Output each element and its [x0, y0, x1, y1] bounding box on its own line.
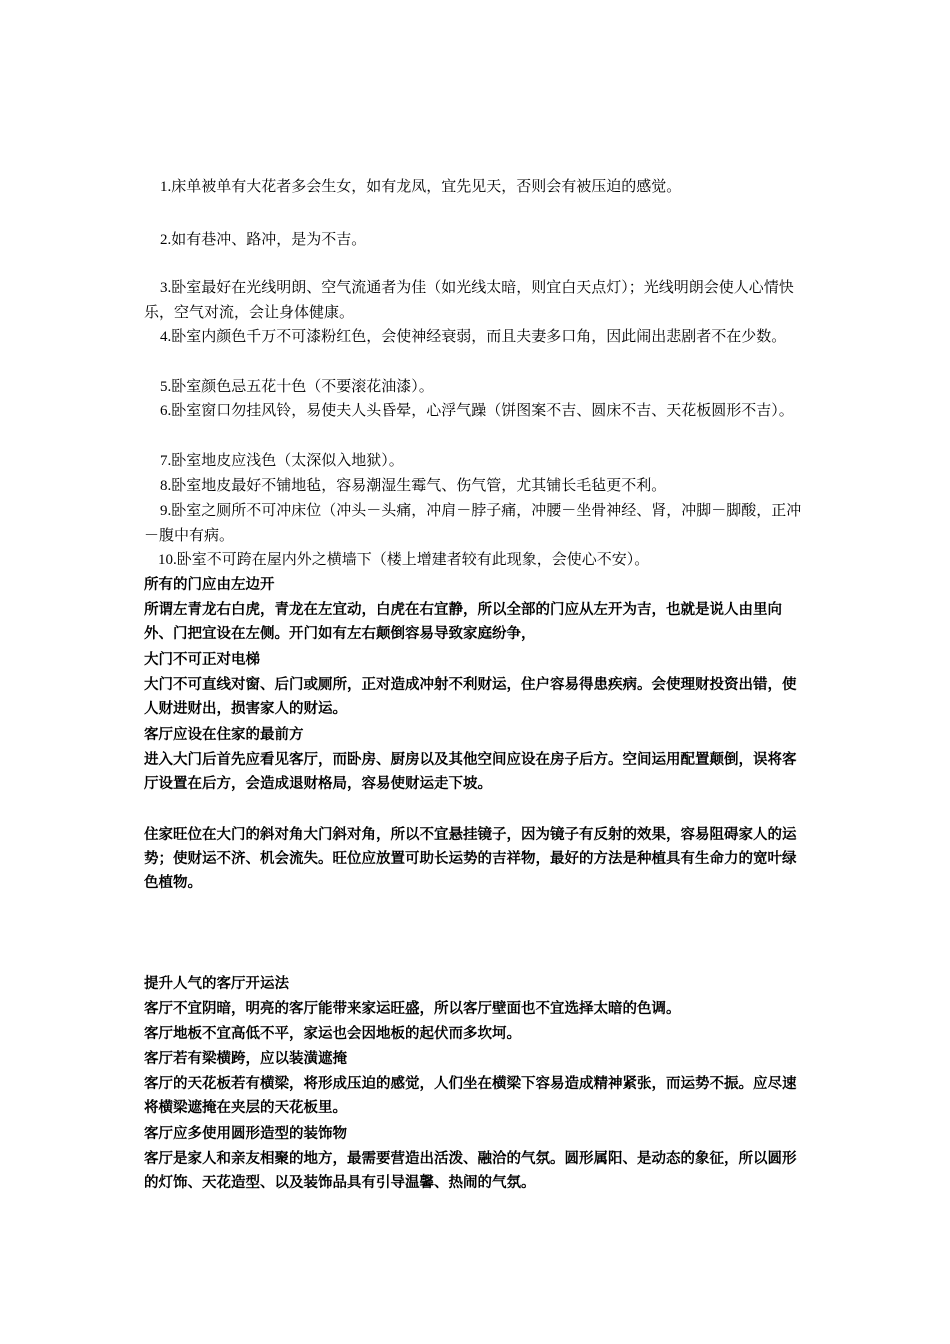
list-item-9: 9.卧室之厕所不可冲床位（冲头－头痛，冲肩－脖子痛，冲腰－坐骨神经、肾，冲脚－脚酸，正冲－腹中有病。 — [144, 501, 802, 544]
heading-living-room-front: 客厅应设在住家的最前方 — [144, 727, 304, 743]
list-item-5: 5.卧室颜色忌五花十色（不要滚花油漆）。 — [160, 377, 434, 395]
paragraph-living-room-front: 进入大门后首先应看见客厅，而卧房、厨房以及其他空间应设在房子后方。空间运用配置颠倒，误将客厅设置在后方，会造成退财格局，容易使财运走下坡。 — [144, 752, 797, 792]
list-item-6: 6.卧室窗口勿挂风铃，易使夫人头昏晕，心浮气躁（饼图案不吉、圆床不吉、天花板圆形不吉）。 — [160, 401, 794, 419]
heading-door-left: 所有的门应由左边开 — [144, 577, 275, 593]
heading-beam: 客厅若有梁横跨，应以装潢遮掩 — [144, 1051, 347, 1067]
paragraph-main-door: 大门不可直线对窗、后门或厕所，正对造成冲射不利财运，住户容易得患疾病。会使理财投资出错，使人财进财出，损害家人的财运。 — [144, 677, 797, 717]
list-item-4: 4.卧室内颜色千万不可漆粉红色，会使神经衰弱，而且夫妻多口角，因此闹出悲剧者不在少数。 — [160, 327, 787, 345]
list-item-7: 7.卧室地皮应浅色（太深似入地狱）。 — [160, 451, 404, 469]
list-item-2: 2.如有巷冲、路冲，是为不吉。 — [160, 230, 367, 248]
heading-round-decor: 客厅应多使用圆形造型的装饰物 — [144, 1126, 347, 1142]
heading-main-door-elevator: 大门不可正对电梯 — [144, 652, 260, 668]
list-item-1: 1.床单被单有大花者多会生女，如有龙凤，宜先见天，否则会有被压迫的感觉。 — [160, 177, 682, 195]
paragraph-round-decor: 客厅是家人和亲友相聚的地方，最需要营造出活泼、融洽的气氛。圆形属阳、是动态的象征，所以圆形的灯饰、天花造型、以及装饰品具有引导温馨、热闹的气氛。 — [144, 1151, 797, 1191]
list-item-3: 3.卧室最好在光线明朗、空气流通者为佳（如光线太暗，则宜白天点灯）；光线明朗会使人心情快乐，空气对流，会让身体健康。 — [144, 278, 794, 321]
paragraph-floor-level: 客厅地板不宜高低不平，家运也会因地板的起伏而多坎坷。 — [144, 1026, 521, 1042]
paragraph-beam: 客厅的天花板若有横梁，将形成压迫的感觉，人们坐在横梁下容易造成精神紧张，而运势不振。应尽速将横梁遮掩在夹层的天花板里。 — [144, 1076, 797, 1116]
paragraph-wealth-position: 住家旺位在大门的斜对角大门斜对角，所以不宜悬挂镜子，因为镜子有反射的效果，容易阻碍家人的运势；使财运不济、机会流失。旺位应放置可助长运势的吉祥物，最好的方法是种植具有生命力的宽叶绿色植物。 — [144, 827, 797, 891]
paragraph-not-dark: 客厅不宜阴暗，明亮的客厅能带来家运旺盛，所以客厅壁面也不宜选择太暗的色调。 — [144, 1001, 681, 1017]
list-item-10: 10.卧室不可跨在屋内外之横墙下（楼上增建者较有此现象，会使心不安）。 — [158, 550, 650, 568]
heading-living-room-luck: 提升人气的客厅开运法 — [144, 976, 289, 992]
list-item-8: 8.卧室地皮最好不铺地毡，容易潮湿生霉气、伤气管，尤其铺长毛毡更不利。 — [160, 476, 667, 494]
paragraph-door-left: 所谓左青龙右白虎，青龙在左宜动，白虎在右宜静，所以全部的门应从左开为吉，也就是说人由里向外、门把宜设在左侧。开门如有左右颠倒容易导致家庭纷争， — [144, 602, 782, 642]
